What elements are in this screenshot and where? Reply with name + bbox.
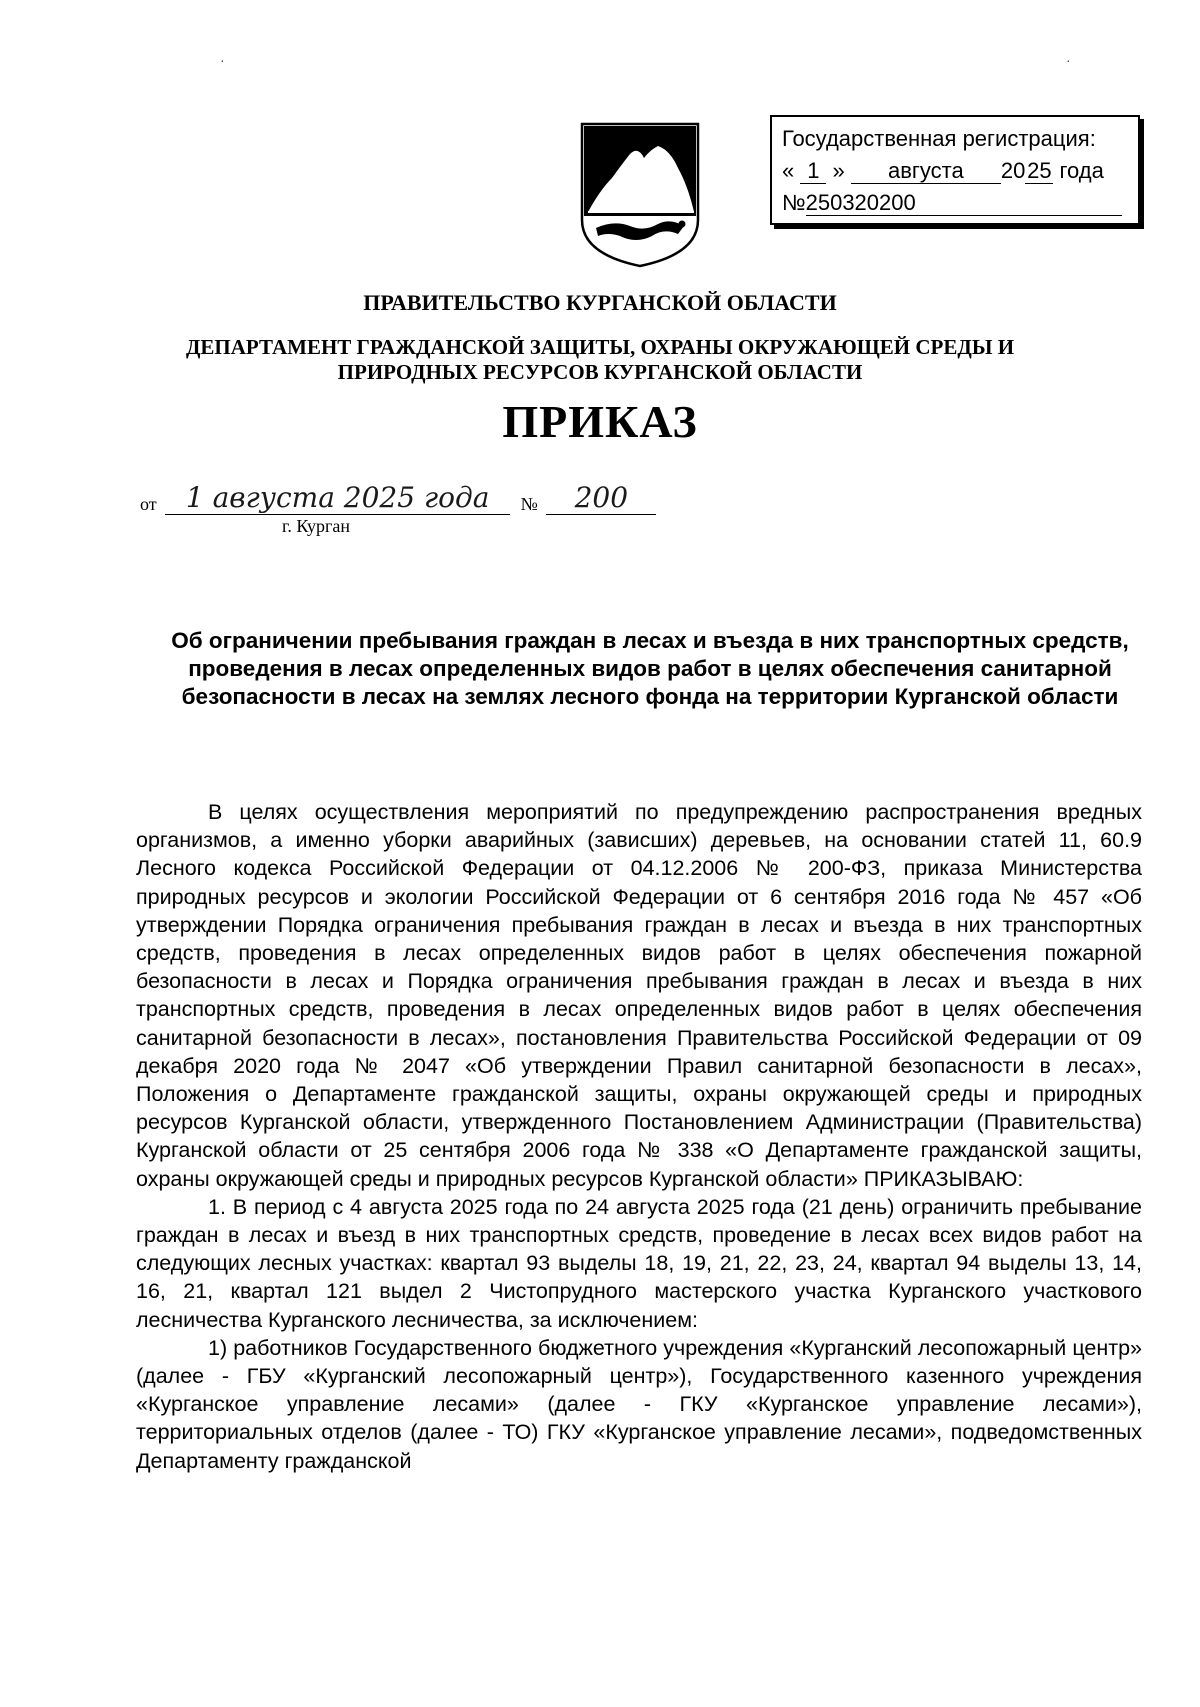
coat-of-arms-icon bbox=[578, 120, 702, 270]
government-title: ПРАВИТЕЛЬСТВО КУРГАНСКОЙ ОБЛАСТИ bbox=[363, 290, 837, 315]
order-number-handwritten: 200 bbox=[546, 482, 656, 515]
scan-speck: · bbox=[1066, 52, 1071, 68]
document-type-title: ПРИКАЗ bbox=[502, 396, 698, 447]
body-paragraph: 1) работников Государственного бюджетного учреждения «Курганский лесопожарный центр» (далее - ГБУ «Курганский лесопожарный центр»), Государственного казенного учреждения «Курганское управление лесами» (далее - ГКУ «Курганское управление лесами»), территориальных отделов (далее - ТО) ГКУ «Курганское управление лесами», подведомственных Департаменту гражданской bbox=[136, 1335, 1142, 1473]
registration-month: августа bbox=[851, 159, 1001, 184]
scan-speck: · bbox=[220, 52, 225, 68]
registration-year-prefix: 20 bbox=[1000, 158, 1026, 183]
from-label: от bbox=[140, 494, 157, 514]
order-subject: Об ограничении пребывания граждан в лесах и въезда в них транспортных средств, проведения в лесах определенных видов работ в целях обеспечения санитарной безопасности в лесах на землях лесного фонда на территории Курганской области bbox=[171, 628, 1129, 709]
city-label: г. Курган bbox=[282, 516, 351, 536]
registration-day: 1 bbox=[800, 159, 826, 184]
registration-stamp bbox=[770, 115, 1140, 225]
order-number-label: № bbox=[520, 494, 538, 514]
department-title: ДЕПАРТАМЕНТ ГРАЖДАНСКОЙ ЗАЩИТЫ, ОХРАНЫ ОКРУЖАЮЩЕЙ СРЕДЫ И ПРИРОДНЫХ РЕСУРСОВ КУРГАНСКОЙ ОБЛАСТИ bbox=[185, 335, 1015, 384]
body-paragraph: 1. В период с 4 августа 2025 года по 24 августа 2025 года (21 день) ограничить пребывание граждан в лесах и въезд в них транспортных средств, проведение в лесах всех видов работ на следующих лесных участках: квартал 93 выделы 18, 19, 21, 22, 23, 24, квартал 94 выделы 13, 14, 16, 21, квартал 121 выдел 2 Чистопрудного мастерского участка Курганского участкового лесничества Курганского лесничества, за исключением: bbox=[136, 1194, 1142, 1332]
registration-year-suffix: 25 bbox=[1027, 158, 1052, 183]
registration-number: 250320200 bbox=[806, 191, 1122, 216]
registration-date: « 1 » августа 2025 года bbox=[782, 158, 1104, 183]
registration-title: Государственная регистрация: bbox=[782, 126, 1096, 151]
registration-year-word: года bbox=[1059, 158, 1104, 183]
body-paragraph: В целях осуществления мероприятий по предупреждению распространения вредных организмов, а именно уборки аварийных (зависших) деревьев, на основании статей 11, 60.9 Лесного кодекса Российской Федерации от 04.12.2006 № 200-ФЗ, приказа Министерства природных ресурсов и экологии Российской Федерации от 6 сентября 2016 года № 457 «Об утверждении Порядка ограничения пребывания граждан в лесах и въезда в них транспортных средств, проведения в лесах определенных видов работ в целях обеспечения пожарной безопасности в лесах и Порядка ограничения пребывания граждан в лесах и въезда в них транспортных средств, проведения в лесах определенных видов работ в целях обеспечения санитарной безопасности в лесах», постановления Правительства Российской Федерации от 09 декабря 2020 года № 2047 «Об утверждении Правил санитарной безопасности в лесах», Положения о Департаменте гражданской защиты, охраны окружающей среды и природных ресурсов Курганской области, утвержденного Постановлением Администрации (Правительства) Курганской области от 25 сентября 2006 года № 338 «О Департаменте гражданской защиты, охраны окружающей среды и природных ресурсов Курганской области» ПРИКАЗЫВАЮ: bbox=[136, 800, 1142, 1191]
order-body bbox=[136, 798, 1142, 1475]
order-date-handwritten: 1 августа 2025 года bbox=[165, 482, 510, 515]
registration-number-row: №250320200 bbox=[782, 187, 1128, 219]
order-date-row bbox=[140, 482, 656, 516]
